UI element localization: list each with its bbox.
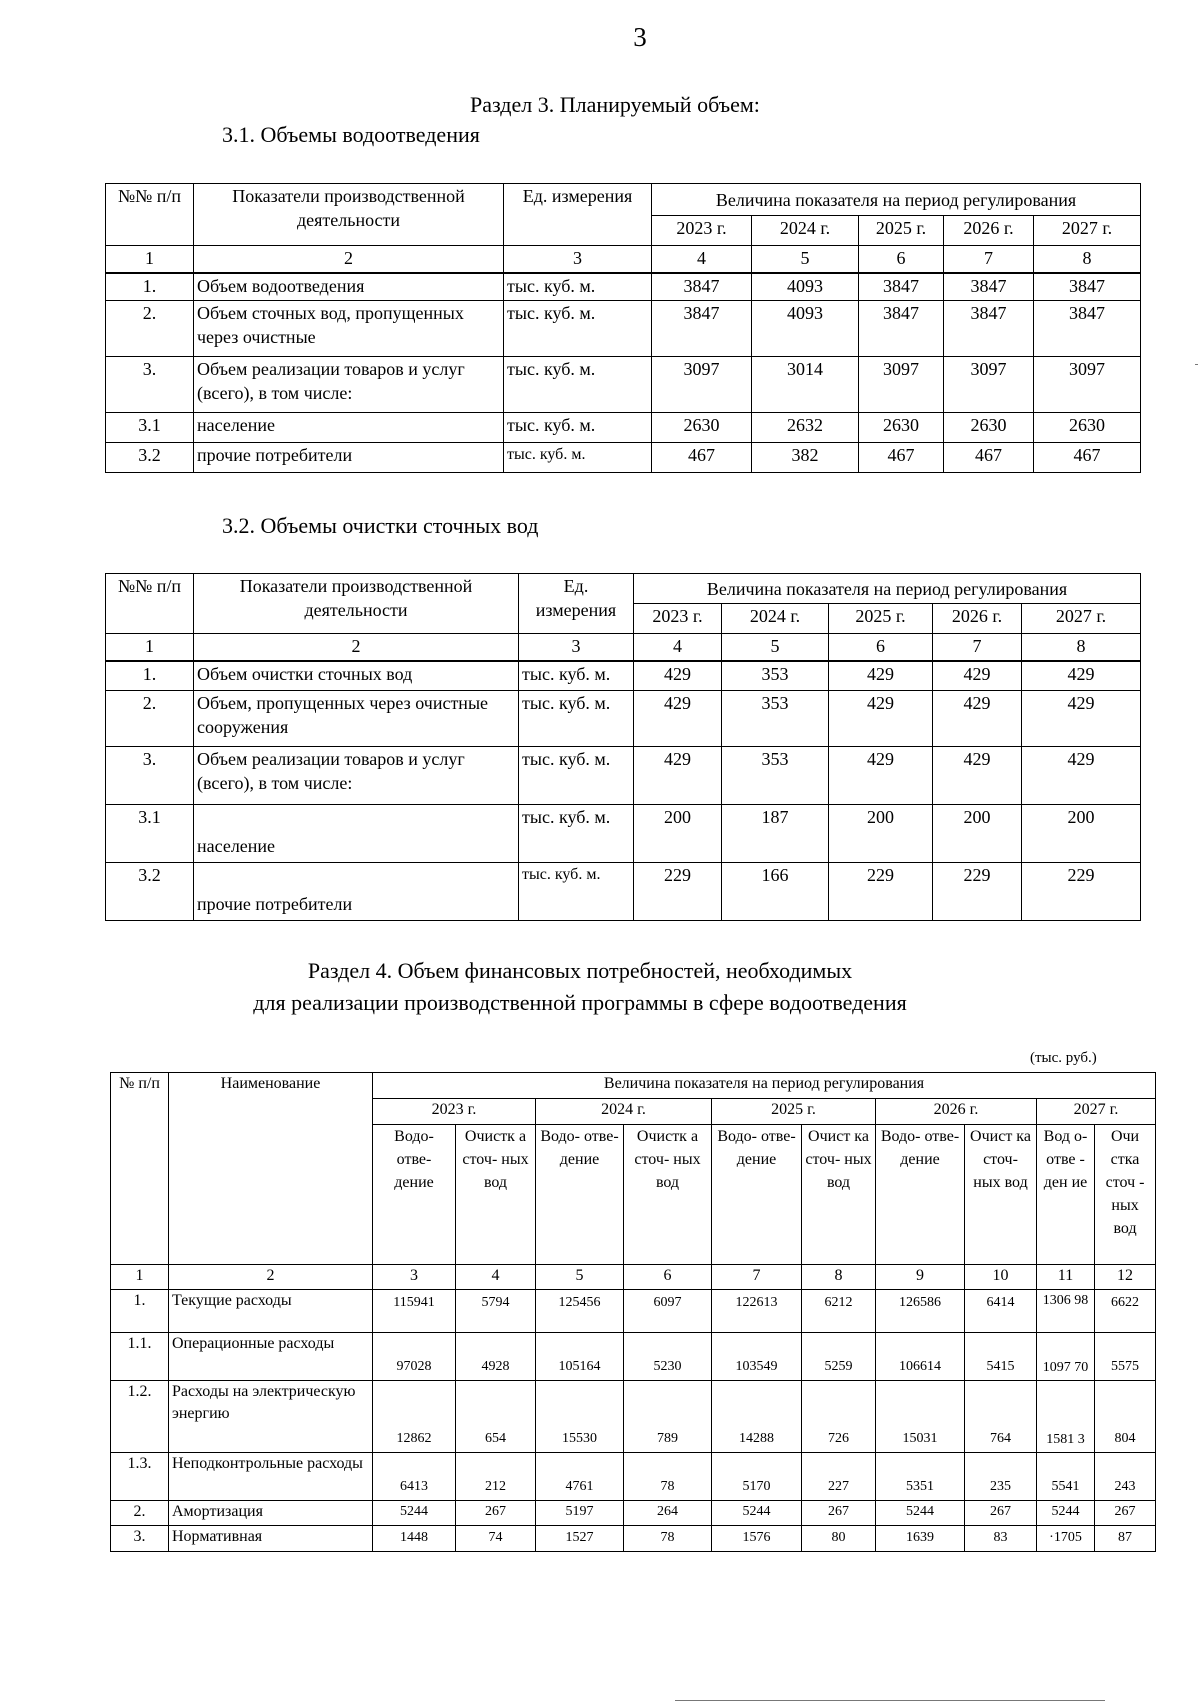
unit-note: (тыс. руб.) [1030,1050,1097,1066]
row-value: 4928 [456,1333,536,1381]
row-value: 3097 [944,357,1034,413]
col-number: 2 [194,246,504,273]
row-value: 5259 [802,1333,876,1381]
row-value: 200 [933,805,1022,863]
table-row [111,1381,1156,1453]
table-wastewater-volumes [105,183,1141,473]
header-year: 2024 г. [722,604,829,634]
row-value: 212 [456,1453,536,1501]
row-value: 200 [634,805,722,863]
row-value: 83 [965,1526,1037,1552]
row-value: 3847 [652,273,752,301]
row-value: 3847 [944,301,1034,357]
header-year: 2027 г. [1022,604,1141,634]
col-number: 4 [634,634,722,661]
row-value: 5351 [876,1453,965,1501]
row-name: население [194,805,519,863]
row-value: 467 [1034,443,1141,473]
row-value: 1448 [373,1526,456,1552]
row-value: 229 [1022,863,1141,921]
row-value: 2630 [1034,413,1141,443]
row-value: 382 [752,443,859,473]
row-value: 429 [1022,661,1141,691]
row-value: 6622 [1095,1290,1156,1333]
row-num: 1. [106,661,194,691]
row-value: 5794 [456,1290,536,1333]
table-row [106,301,1141,357]
subheader-drainage: Водо- отве- дение [712,1125,802,1265]
row-name: Операционные расходы [169,1333,373,1381]
table-row [111,1333,1156,1381]
row-value: 78 [624,1526,712,1552]
row-unit: тыс. куб. м. [504,301,652,357]
row-unit: тыс. куб. м. [519,691,634,747]
row-value: 5170 [712,1453,802,1501]
scan-dot [1195,364,1198,365]
row-value: 6212 [802,1290,876,1333]
row-value: 353 [722,747,829,805]
header-year: 2024 г. [536,1099,712,1125]
header-indicator: Показатели производственной деятельности [194,574,519,634]
subheader-treatment: Очист ка сточ- ных вод [802,1125,876,1265]
row-value: 3014 [752,357,859,413]
row-value: 654 [456,1381,536,1453]
row-value: 5244 [876,1501,965,1526]
row-num: 3.2 [106,443,194,473]
row-value: 726 [802,1381,876,1453]
header-indicator: Показатели производственной деятельности [194,184,504,246]
row-value: 125456 [536,1290,624,1333]
row-value: 429 [829,691,933,747]
row-value: 3847 [859,273,944,301]
row-name: Объем очистки сточных вод [194,661,519,691]
subheader-treatment: Очистк а сточ- ных вод [624,1125,712,1265]
row-num: 1.3. [111,1453,169,1501]
row-value: 5244 [712,1501,802,1526]
subsection-3-1-title: 3.1. Объемы водоотведения [222,122,480,147]
row-value: 429 [1022,691,1141,747]
row-num: 1. [111,1290,169,1333]
scan-line [675,1700,1105,1701]
row-value: 5244 [1037,1501,1095,1526]
col-number: 11 [1037,1265,1095,1290]
table-row [106,691,1141,747]
row-value: 6097 [624,1290,712,1333]
row-value: 3097 [1034,357,1141,413]
row-value: 6414 [965,1290,1037,1333]
header-year: 2025 г. [712,1099,876,1125]
header-name: Наименование [169,1073,373,1265]
row-value: 429 [933,747,1022,805]
col-number: 1 [106,634,194,661]
subheader-drainage: Водо- отве- дение [876,1125,965,1265]
row-value: 1581 3 [1037,1381,1095,1453]
row-name: прочие потребители [194,443,504,473]
col-number: 6 [829,634,933,661]
table-financial-needs [110,1072,1156,1552]
row-value: 429 [933,661,1022,691]
row-value: 467 [859,443,944,473]
row-name: Нормативная [169,1526,373,1552]
row-value: 429 [634,661,722,691]
row-value: 3097 [652,357,752,413]
row-value: 78 [624,1453,712,1501]
row-value: 4093 [752,301,859,357]
row-value: 97028 [373,1333,456,1381]
row-name: Амортизация [169,1501,373,1526]
col-number: 1 [106,246,194,273]
col-number: 6 [624,1265,712,1290]
row-num: 3.1 [106,413,194,443]
row-value: 235 [965,1453,1037,1501]
row-value: 5244 [373,1501,456,1526]
row-value: 2630 [652,413,752,443]
table-row [106,413,1141,443]
col-number: 8 [802,1265,876,1290]
header-year: 2026 г. [876,1099,1037,1125]
row-unit: тыс. куб. м. [504,357,652,413]
header-value: Величина показателя на период регулирования [652,184,1141,216]
row-value: 126586 [876,1290,965,1333]
col-number: 2 [169,1265,373,1290]
header-year: 2026 г. [944,216,1034,246]
row-value: 429 [634,747,722,805]
table-row [111,1453,1156,1501]
section-4-title-line2: для реализации производственной программы в сфере водоотведения [253,990,907,1015]
row-value: 166 [722,863,829,921]
row-value: 3847 [1034,301,1141,357]
row-value: 105164 [536,1333,624,1381]
row-value: 429 [634,691,722,747]
col-number: 9 [876,1265,965,1290]
row-unit: тыс. куб. м. [504,413,652,443]
row-num: 1.1. [111,1333,169,1381]
header-year: 2026 г. [933,604,1022,634]
table-row [106,273,1141,301]
row-value: 4093 [752,273,859,301]
row-value: 3847 [859,301,944,357]
row-num: 3. [111,1526,169,1552]
col-number: 8 [1034,246,1141,273]
table-wastewater-treatment [105,573,1141,921]
row-value: 106614 [876,1333,965,1381]
row-value: 429 [829,747,933,805]
row-value: 789 [624,1381,712,1453]
row-value: 103549 [712,1333,802,1381]
row-value: 3847 [1034,273,1141,301]
row-unit: тыс. куб. м. [519,805,634,863]
table-row [106,357,1141,413]
col-number: 5 [536,1265,624,1290]
row-value: 229 [829,863,933,921]
row-value: 12862 [373,1381,456,1453]
row-value: 5197 [536,1501,624,1526]
row-name: Объем сточных вод, пропущенных через очистные [194,301,504,357]
page-number: 3 [633,22,647,52]
row-name: Текущие расходы [169,1290,373,1333]
row-value: 6413 [373,1453,456,1501]
row-value: 15530 [536,1381,624,1453]
header-year: 2025 г. [859,216,944,246]
row-value: 5230 [624,1333,712,1381]
row-value: 2632 [752,413,859,443]
col-number: 4 [652,246,752,273]
row-unit: тыс. куб. м. [519,747,634,805]
row-value: 429 [829,661,933,691]
header-year: 2025 г. [829,604,933,634]
header-unit: Ед. измерения [519,574,634,634]
row-value: 15031 [876,1381,965,1453]
row-unit: тыс. куб. м. [519,661,634,691]
row-value: 429 [933,691,1022,747]
row-num: 3. [106,357,194,413]
row-unit: тыс. куб. м. [504,443,652,473]
row-value: 2630 [944,413,1034,443]
row-value: 1306 98 [1037,1290,1095,1333]
row-value: 267 [1095,1501,1156,1526]
row-value: 5415 [965,1333,1037,1381]
col-number: 1 [111,1265,169,1290]
subheader-drainage: Вод о- отве - ден ие [1037,1125,1095,1265]
header-unit: Ед. измерения [504,184,652,246]
row-value: 764 [965,1381,1037,1453]
col-number: 7 [944,246,1034,273]
row-value: 1527 [536,1526,624,1552]
row-value: 187 [722,805,829,863]
row-value: 80 [802,1526,876,1552]
row-value: 3097 [859,357,944,413]
col-number: 4 [456,1265,536,1290]
row-value: 5575 [1095,1333,1156,1381]
row-value: 3847 [652,301,752,357]
row-name: Объем реализации товаров и услуг (всего), в том числе: [194,747,519,805]
col-number: 6 [859,246,944,273]
row-value: 87 [1095,1526,1156,1552]
header-num: № п/п [111,1073,169,1265]
row-value: 467 [944,443,1034,473]
col-number: 7 [712,1265,802,1290]
row-value: 267 [456,1501,536,1526]
row-value: 467 [652,443,752,473]
row-num: 2. [111,1501,169,1526]
row-num: 3.2 [106,863,194,921]
row-value: 5541 [1037,1453,1095,1501]
row-name: прочие потребители [194,863,519,921]
header-year: 2023 г. [373,1099,536,1125]
row-value: 229 [634,863,722,921]
col-number: 5 [752,246,859,273]
row-value: 2630 [859,413,944,443]
table-row [106,863,1141,921]
table-row [111,1526,1156,1552]
header-value: Величина показателя на период регулирования [634,574,1141,604]
header-num: №№ п/п [106,184,194,246]
row-value: 353 [722,691,829,747]
row-value: 4761 [536,1453,624,1501]
row-value: 227 [802,1453,876,1501]
row-name: Объем, пропущенных через очистные сооружения [194,691,519,747]
row-value: 804 [1095,1381,1156,1453]
row-value: 14288 [712,1381,802,1453]
row-unit: тыс. куб. м. [519,863,634,921]
subheader-treatment: Очист ка сточ- ных вод [965,1125,1037,1265]
section-4-title-line1: Раздел 4. Объем финансовых потребностей, необходимых [307,958,853,983]
row-value: 115941 [373,1290,456,1333]
row-value: 200 [1022,805,1141,863]
col-number: 3 [519,634,634,661]
row-value: 1639 [876,1526,965,1552]
row-name: население [194,413,504,443]
subheader-drainage: Водо- отве- дение [536,1125,624,1265]
row-value: 264 [624,1501,712,1526]
table-row [106,805,1141,863]
row-name: Объем реализации товаров и услуг (всего), в том числе: [194,357,504,413]
subheader-treatment: Очи стка сточ - ных вод [1095,1125,1156,1265]
header-year: 2023 г. [652,216,752,246]
col-number: 7 [933,634,1022,661]
col-number: 3 [504,246,652,273]
col-number: 12 [1095,1265,1156,1290]
row-name: Расходы на электрическую энергию [169,1381,373,1453]
row-value: 229 [933,863,1022,921]
table-row [106,747,1141,805]
row-value: 1097 70 [1037,1333,1095,1381]
row-value: 353 [722,661,829,691]
row-num: 1.2. [111,1381,169,1453]
table-row [106,443,1141,473]
row-value: 122613 [712,1290,802,1333]
row-value: ·1705 [1037,1526,1095,1552]
col-number: 3 [373,1265,456,1290]
row-name: Объем водоотведения [194,273,504,301]
subsection-3-2-title: 3.2. Объемы очистки сточных вод [222,513,539,538]
col-number: 10 [965,1265,1037,1290]
row-value: 243 [1095,1453,1156,1501]
row-num: 3. [106,747,194,805]
row-value: 267 [802,1501,876,1526]
col-number: 8 [1022,634,1141,661]
row-num: 1. [106,273,194,301]
col-number: 5 [722,634,829,661]
row-value: 3847 [944,273,1034,301]
subheader-drainage: Водо- отве- дение [373,1125,456,1265]
table-row [111,1290,1156,1333]
row-num: 3.1 [106,805,194,863]
row-value: 200 [829,805,933,863]
section-3-title: Раздел 3. Планируемый объем: [470,92,760,117]
row-num: 2. [106,691,194,747]
table-row [111,1501,1156,1526]
row-value: 1576 [712,1526,802,1552]
row-name: Неподконтрольные расходы [169,1453,373,1501]
header-year: 2027 г. [1034,216,1141,246]
row-value: 267 [965,1501,1037,1526]
subheader-treatment: Очистк а сточ- ных вод [456,1125,536,1265]
col-number: 2 [194,634,519,661]
header-num: №№ п/п [106,574,194,634]
row-value: 429 [1022,747,1141,805]
row-value: 74 [456,1526,536,1552]
row-num: 2. [106,301,194,357]
table-row [106,661,1141,691]
header-year: 2027 г. [1037,1099,1156,1125]
header-year: 2023 г. [634,604,722,634]
header-year: 2024 г. [752,216,859,246]
row-unit: тыс. куб. м. [504,273,652,301]
header-value: Величина показателя на период регулирования [373,1073,1156,1099]
